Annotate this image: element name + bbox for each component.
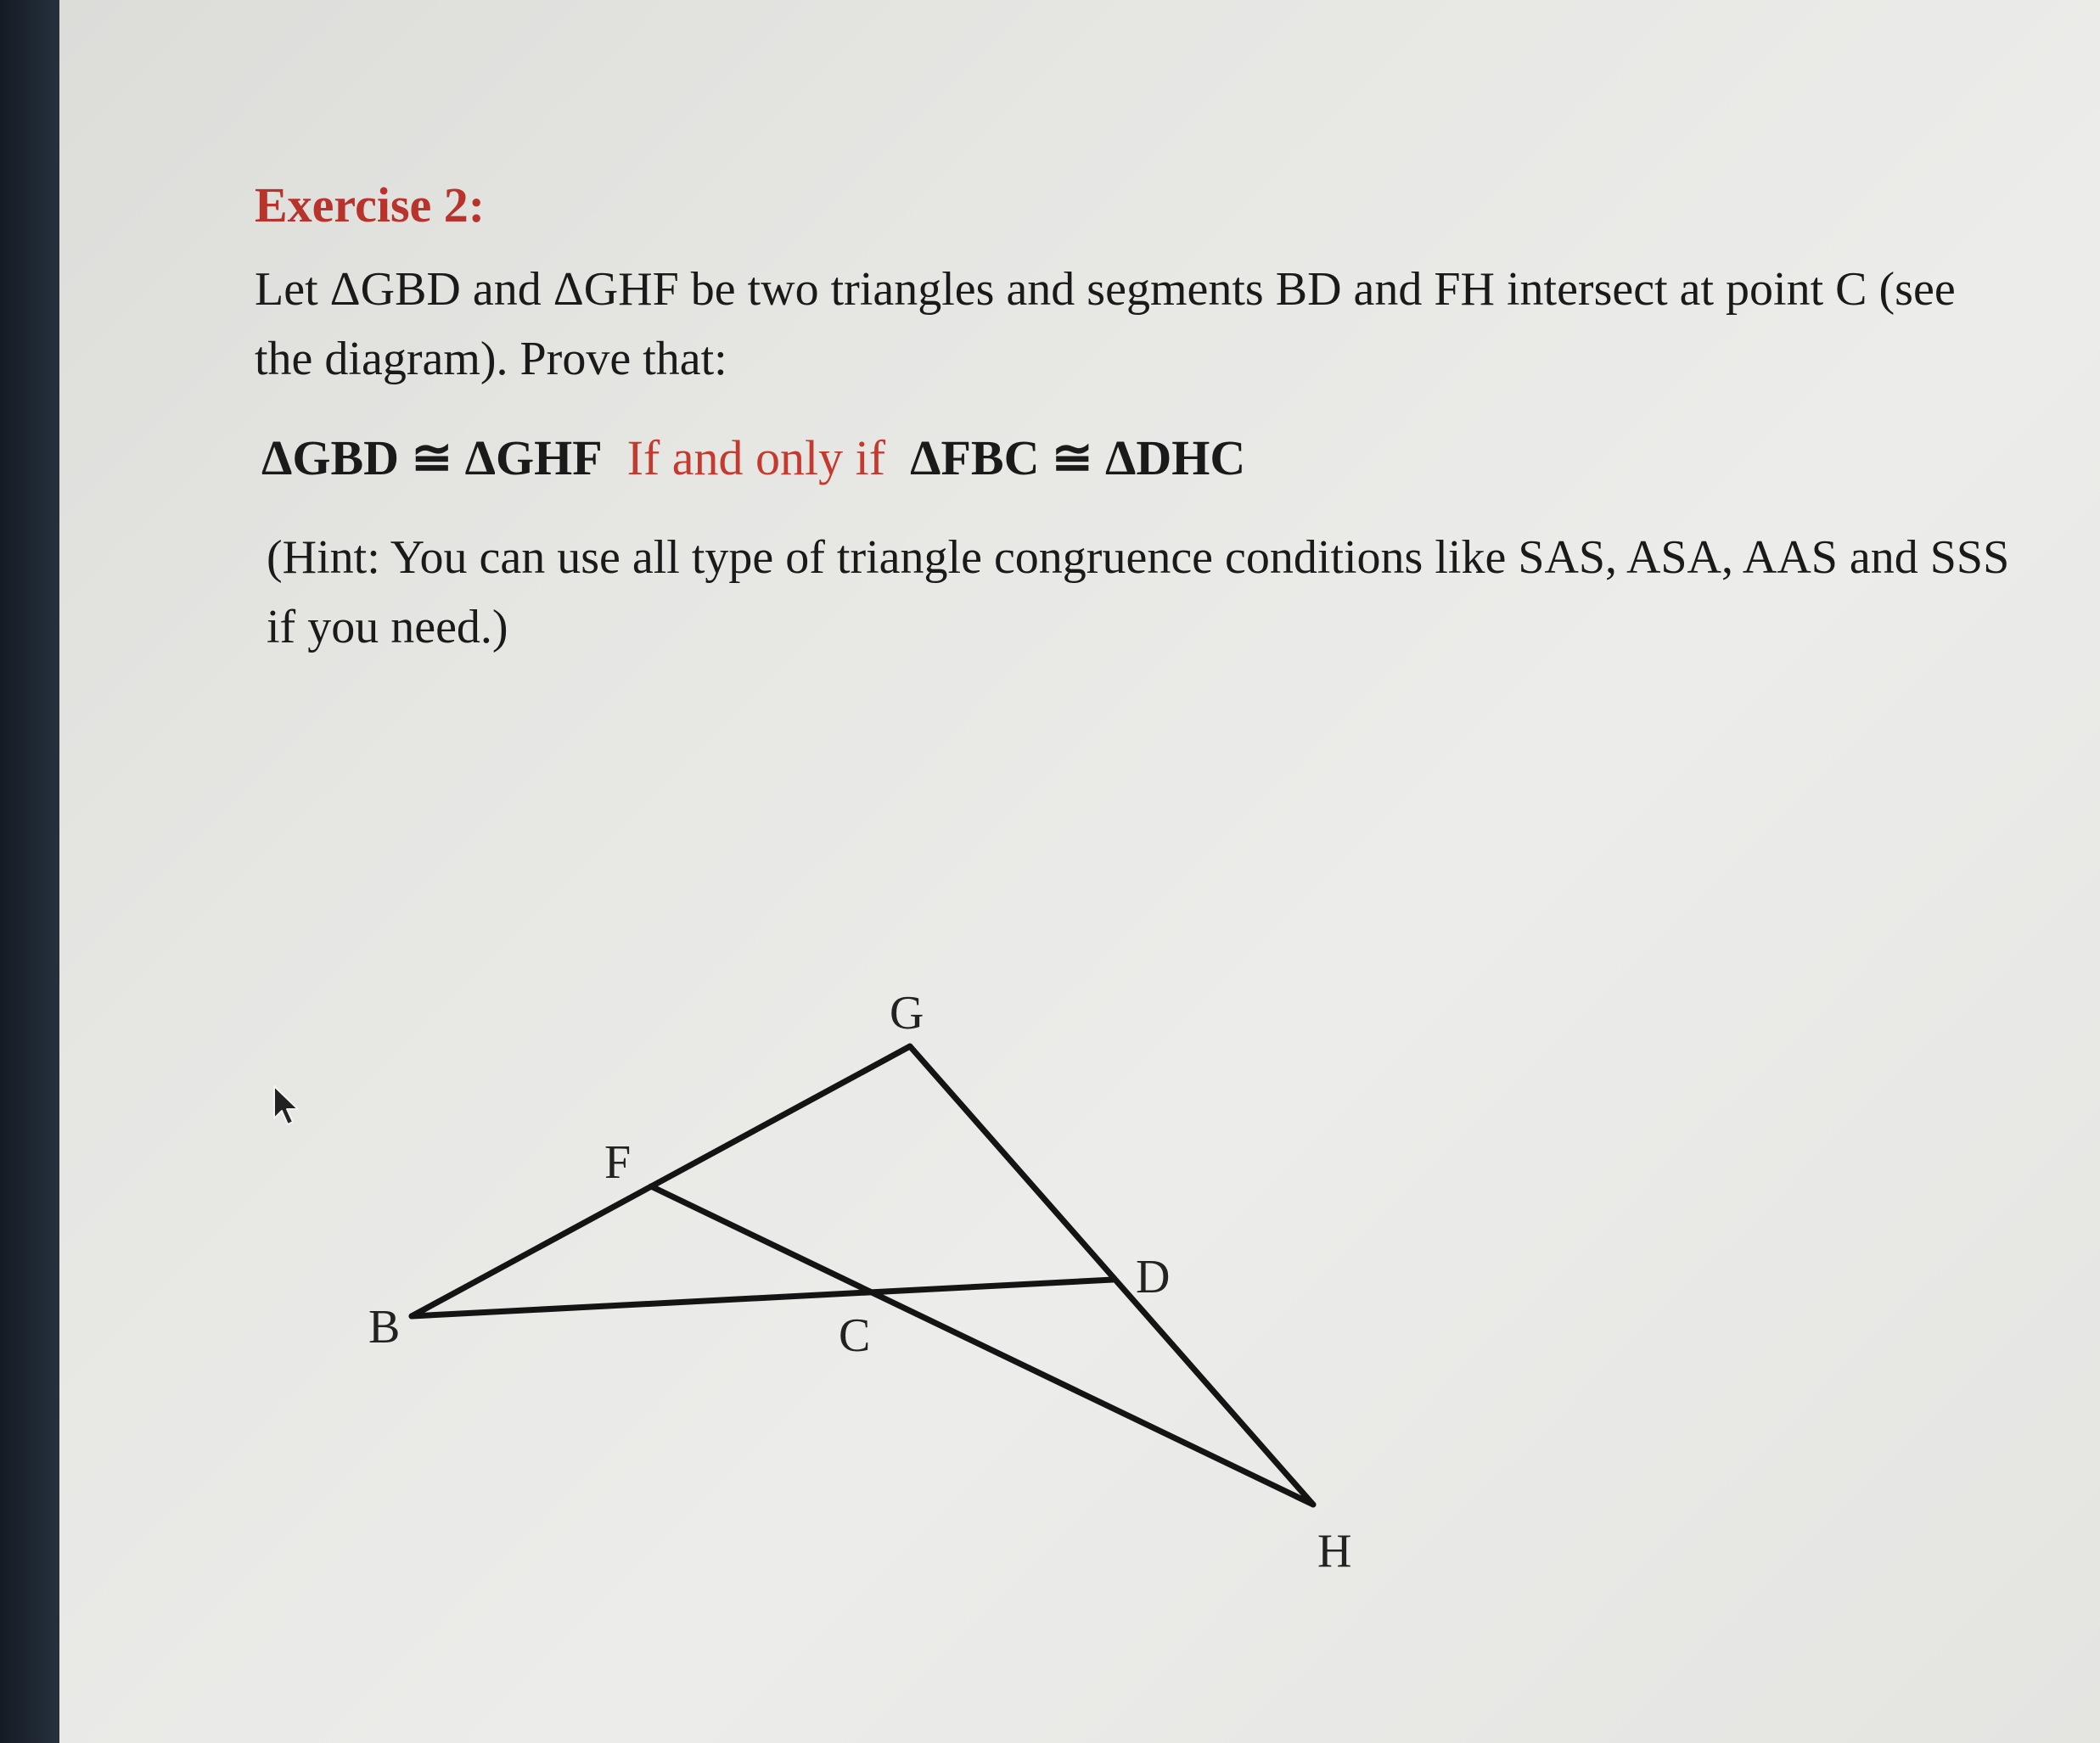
segment-fh xyxy=(651,1186,1313,1505)
document-screen xyxy=(59,0,2100,1743)
exercise-title: Exercise 2: xyxy=(255,177,486,233)
monitor-bezel xyxy=(0,0,59,1743)
problem-text: Let ΔGBD and ΔGHF be two triangles and segments BD and FH intersect at point C (see the diagram). Prove that: xyxy=(255,263,1956,385)
label-f: F xyxy=(604,1136,632,1189)
statement-right: ΔFBC ≅ ΔDHC xyxy=(910,430,1246,485)
statement-left: ΔGBD ≅ ΔGHF xyxy=(261,430,603,485)
segment-bd xyxy=(412,1280,1113,1316)
segment-gh xyxy=(910,1046,1313,1505)
label-d: D xyxy=(1136,1251,1171,1303)
statement-connector: If and only if xyxy=(626,430,886,485)
label-c: C xyxy=(839,1309,871,1362)
label-h: H xyxy=(1317,1525,1352,1578)
label-b: B xyxy=(368,1301,401,1353)
triangle-diagram xyxy=(59,0,2100,1743)
label-g: G xyxy=(890,987,924,1040)
mouse-pointer-icon xyxy=(272,1084,302,1127)
hint-text: (Hint: You can use all type of triangle congruence conditions like SAS, ASA, AAS and SSS if you need.) xyxy=(267,531,2010,653)
